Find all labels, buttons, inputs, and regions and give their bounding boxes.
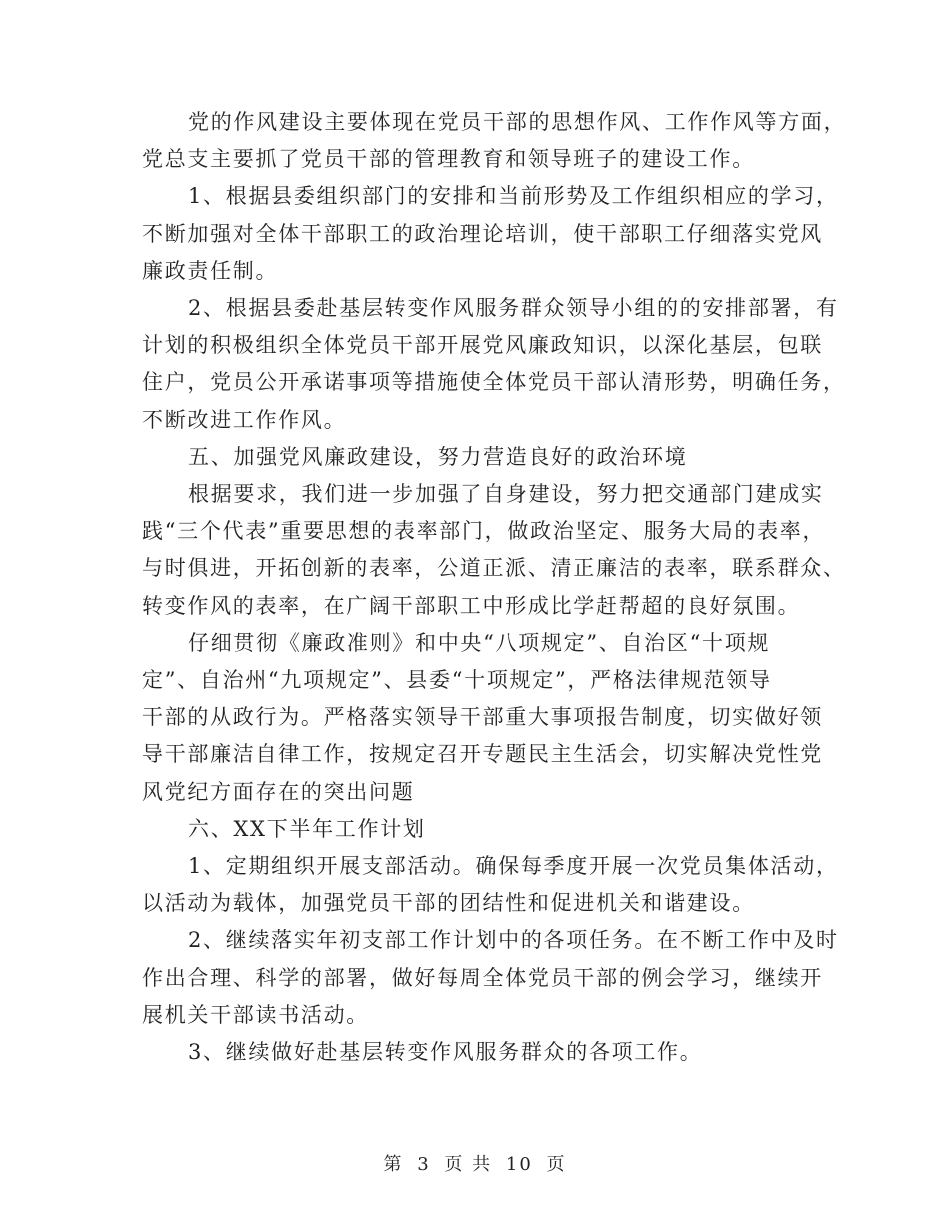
text-line: 转变作风的表率，在广阔干部职工中形成比学赶帮超的良好氛围。 [142, 593, 801, 618]
text-line: 计划的积极组织全体党员干部开展党风廉政知识，以深化基层，包联 [142, 333, 823, 358]
text-line: 与时俱进，开拓创新的表率，公道正派、清正廉洁的表率，联系群众、 [142, 556, 846, 581]
text-line: 根据要求，我们进一步加强了自身建设，努力把交通部门建成实 [188, 482, 824, 507]
text-line: 以活动为载体，加强党员干部的团结性和促进机关和谐建设。 [142, 891, 755, 916]
text-line: 2、继续落实年初支部工作计划中的各项任务。在不断工作中及时 [188, 928, 839, 953]
text-line: 3、继续做好赴基层转变作风服务群众的各项工作。 [188, 1040, 703, 1065]
paragraph-plan-2 [142, 922, 839, 1034]
text-line: 1、根据县委组织部门的安排和当前形势及工作组织相应的学习， [188, 184, 839, 209]
text-line: 导干部廉洁自律工作，按规定召开专题民主生活会，切实解决党性党 [142, 742, 823, 767]
text-line: 六、XX下半年工作计划 [188, 816, 426, 841]
section-heading-5 [142, 439, 810, 476]
footer-prefix: 第 [383, 1154, 404, 1175]
text-line: 廉政责任制。 [142, 258, 279, 283]
footer-page-number: 3 [417, 1154, 431, 1175]
paragraph-style-intro [142, 104, 847, 178]
footer-total-pages: 10 [505, 1154, 533, 1175]
text-line: 定”、自治州“九项规定”、县委“十项规定”，严格法律规范领导 [142, 668, 772, 693]
text-line: 践“三个代表”重要思想的表率部门，做政治坚定、服务大局的表率， [142, 519, 826, 544]
text-line: 风党纪方面存在的突出问题 [142, 779, 415, 804]
paragraph-plan-1 [142, 848, 839, 922]
text-line: 住户，党员公开承诺事项等措施使全体党员干部认清形势，明确任务， [142, 370, 846, 395]
text-line: 仔细贯彻《廉政准则》和中央“八项规定”、自治区“十项规 [188, 630, 771, 655]
text-line: 2、根据县委赴基层转变作风服务群众领导小组的的安排部署，有 [188, 296, 839, 321]
footer-middle: 页 共 [444, 1154, 493, 1175]
paragraph-item-2 [142, 290, 846, 439]
text-line: 不断改进工作作风。 [142, 407, 347, 432]
text-line: 干部的从政行为。严格落实领导干部重大事项报告制度，切实做好领 [142, 705, 823, 730]
paragraph-requirements [142, 476, 846, 625]
text-line: 党总支主要抓了党员干部的管理教育和领导班子的建设工作。 [142, 147, 755, 172]
text-line: 展机关干部读书活动。 [142, 1002, 369, 1027]
paragraph-item-1 [142, 178, 839, 290]
paragraph-regulations [142, 625, 823, 811]
document-body [142, 104, 847, 1071]
text-line: 1、定期组织开展支部活动。确保每季度开展一次党员集体活动， [188, 854, 839, 879]
text-line: 不断加强对全体干部职工的政治理论培训，使干部职工仔细落实党风 [142, 221, 823, 246]
text-line: 作出合理、科学的部署，做好每周全体党员干部的例会学习，继续开 [142, 965, 823, 990]
text-line: 党的作风建设主要体现在党员干部的思想作风、工作作风等方面， [188, 110, 847, 134]
text-line: 五、加强党风廉政建设，努力营造良好的政治环境 [188, 444, 688, 469]
paragraph-plan-3 [142, 1034, 810, 1071]
page-footer [0, 1150, 950, 1176]
section-heading-6 [142, 811, 810, 848]
footer-suffix: 页 [546, 1154, 567, 1175]
